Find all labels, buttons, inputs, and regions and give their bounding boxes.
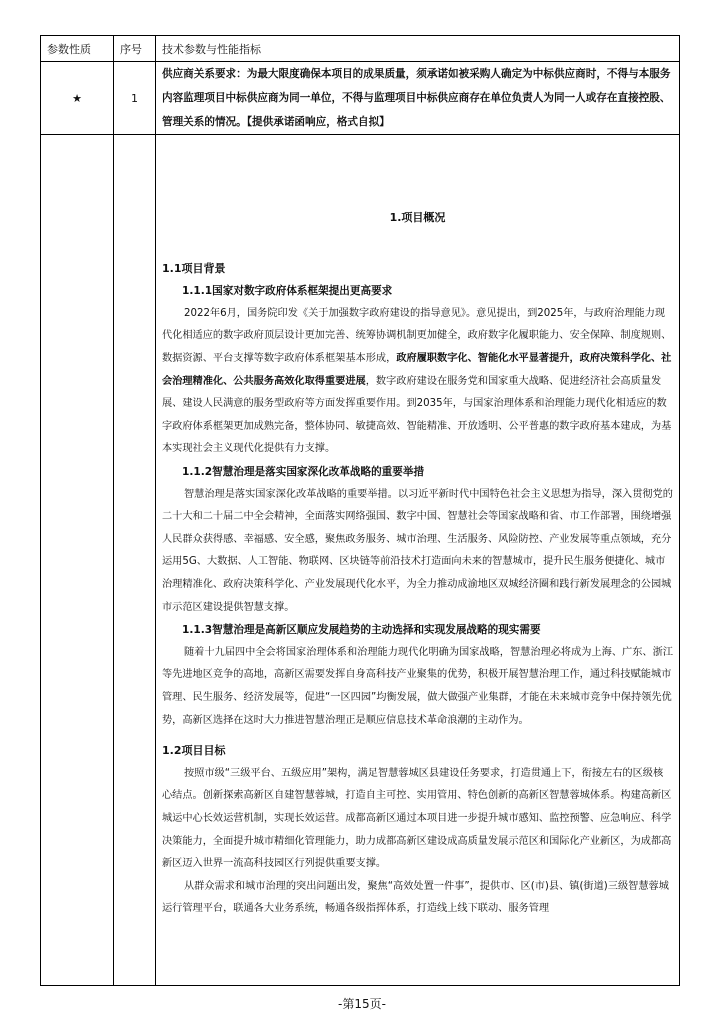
paragraph-text: 2022年6月，国务院印发《关于加强数字政府建设的指导意见》。意见提出，到2025年，与政府治理能力现代化相适应的数字政府顶层设计更加完善、统筹协调机制更加健全，政府数字化履职能力、安全保障、制度规则、数据资源、平台支撑等数字政府体系框架基本形成，: [162, 307, 672, 365]
table-row: [41, 62, 680, 135]
section-title: 1.项目概况: [389, 211, 446, 225]
paragraph: 随着十九届四中全会将国家治理体系和治理能力现代化明确为国家战略，智慧治理必将成为上海、广东、浙江等先进地区竞争的高地，高新区需要发挥自身高科技产业聚集的优势，积极开展智慧治理工作，通过科技赋能城市管理、民生服务、经济发展等，促进“一区四园”均衡发展，做大做强产业集群，才能在未来城市竞争中保持领先优势，高新区选择在这时大力推进智慧治理正是顺应信息技术革命浪潮的主动作为。: [162, 646, 673, 726]
paragraph: 智慧治理是落实国家深化改革战略的重要举措。以习近平新时代中国特色社会主义思想为指导，深入贯彻党的二十大和二十届二中全会精神，全面落实网络强国、数字中国、智慧社会等国家战略和省、市工作部署，围绕增强人民群众获得感、幸福感、安全感，聚焦政务服务、城市治理、生活服务、风险防控、产业发展等重点领域，充分运用5G、大数据、人工智能、物联网、区块链等前沿技术打造面向未来的智慧城市，提升民生服务便捷化、城市治理精准化、政府决策科学化、产业发展现代化水平，为全力推动成渝地区双城经济圈和践行新发展理念的公园城市示范区建设提供智慧支撑。: [162, 488, 673, 613]
heading-1-1-1: 1.1.1国家对数字政府体系框架提出更高要求: [182, 285, 393, 298]
paragraph: [162, 303, 673, 461]
heading-1-1-2: 1.1.2智慧治理是落实国家深化改革战略的重要举措: [182, 466, 425, 479]
header-index: 序号: [114, 36, 156, 62]
page-number: -第15页-: [338, 997, 386, 1011]
empty-cell: [114, 135, 156, 986]
project-overview-cell: [156, 135, 680, 986]
table-row: [41, 135, 680, 986]
heading-1-1: 1.1项目背景: [162, 261, 226, 275]
row-index: 1: [114, 62, 156, 135]
table-header-row: [41, 36, 680, 62]
header-nature: 参数性质: [41, 36, 114, 62]
heading-1-2: 1.2项目目标: [162, 744, 226, 758]
supplier-requirement: 供应商关系要求：为最大限度确保本项目的成果质量，须承诺如被采购人确定为中标供应商时，不得与本服务内容监理项目中标供应商为同一单位，不得与监理项目中标供应商存在单位负责人为同一人或存在直接控股、管理关系的情况。【提供承诺函响应，格式自拟】: [156, 62, 680, 135]
paragraph: 从群众需求和城市治理的突出问题出发，聚焦“高效处置一件事”，提供市、区(市)县、镇(街道)三级智慧蓉城运行管理平台，联通各大业务系统，畅通各级指挥体系，打造线上线下联动、服务管理: [162, 880, 669, 915]
paragraph-bold-text: 政府履职数字化、智能化水平显著提升，政府决策科学化、社会治理精准化、公共服务高效化取得重要进展: [162, 353, 672, 387]
paragraph-text: ，数字政府建设在服务党和国家重大战略、促进经济社会高质量发展、建设人民满意的服务型政府等方面发挥重要作用。到2035年，与国家治理体系和治理能力现代化相适应的数字政府体系框架更加成熟完备，整体协同、敏捷高效、智能精准、开放透明、公平普惠的数字政府基本建成，为基本实现社会主义现代化提供有力支撑。: [162, 375, 672, 455]
project-overview: [156, 207, 679, 921]
star-marker: ★: [41, 62, 114, 135]
paragraph: 按照市级“三级平台、五级应用”架构，满足智慧蓉城区县建设任务要求，打造贯通上下，衔接左右的区级核心结点。创新探索高新区自建智慧蓉城，打造自主可控、实用管用、特色创新的高新区智慧蓉城体系。构建高新区城运中心长效运营机制，实现长效运营。成都高新区通过本项目进一步提升城市感知、监控预警、应急响应、科学决策能力，全面提升城市精细化管理能力，助力成都高新区建设成高质量发展示范区和国际化产业新区，为成都高新区迈入世界一流高科技园区行列提供重要支撑。: [162, 767, 672, 870]
empty-cell: [41, 135, 114, 986]
header-spec: 技术参数与性能指标: [156, 36, 680, 62]
heading-1-1-3: 1.1.3智慧治理是高新区顺应发展趋势的主动选择和实现发展战略的现实需要: [182, 624, 541, 637]
spec-table: [40, 35, 680, 986]
